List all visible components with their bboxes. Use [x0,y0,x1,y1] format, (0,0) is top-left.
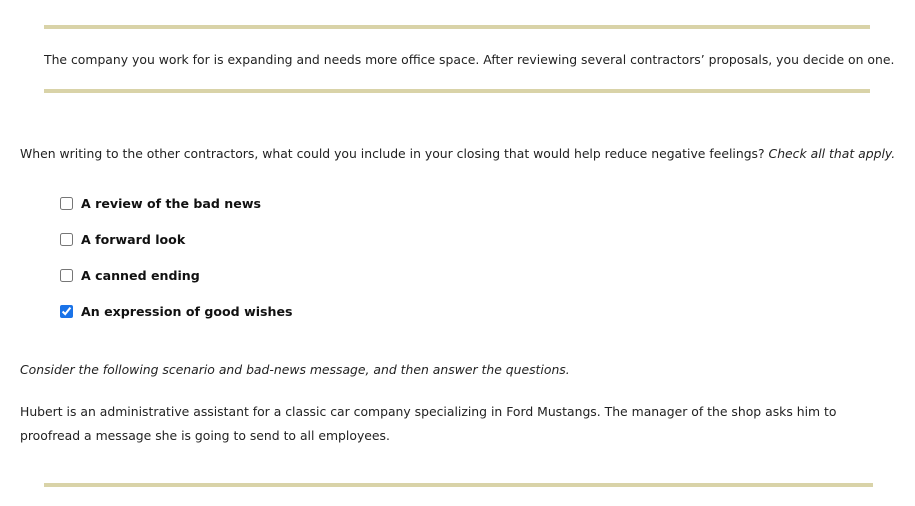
intro-text: The company you work for is expanding and needs more office space. After reviewing several contractors’ proposals, you decide on one. [44,52,895,67]
option-label[interactable]: A forward look [81,232,186,247]
checkbox-review-bad-news[interactable] [60,197,73,210]
option-good-wishes[interactable] [60,293,293,329]
option-label[interactable]: An expression of good wishes [81,304,293,319]
question-text: When writing to the other contractors, what could you include in your closing that would help reduce negative feelings? [20,146,765,161]
checkbox-good-wishes[interactable] [60,305,73,318]
bottom-divider [44,483,873,487]
instruction-text: Consider the following scenario and bad-news message, and then answer the questions. [20,362,570,377]
checkbox-forward-look[interactable] [60,233,73,246]
option-canned-ending[interactable] [60,257,293,293]
question-prompt [20,145,895,163]
checkbox-canned-ending[interactable] [60,269,73,282]
option-review-bad-news[interactable] [60,185,293,221]
middle-divider [44,89,870,93]
option-label[interactable]: A review of the bad news [81,196,261,211]
answer-options [60,185,293,329]
option-label[interactable]: A canned ending [81,268,200,283]
scenario-text: Hubert is an administrative assistant for a classic car company specializing in Ford Mustangs. The manager of the shop asks him to proofread a message she is going to send to all employees. [20,404,837,443]
option-forward-look[interactable] [60,221,293,257]
top-divider [44,25,870,29]
question-hint: Check all that apply. [768,146,896,161]
